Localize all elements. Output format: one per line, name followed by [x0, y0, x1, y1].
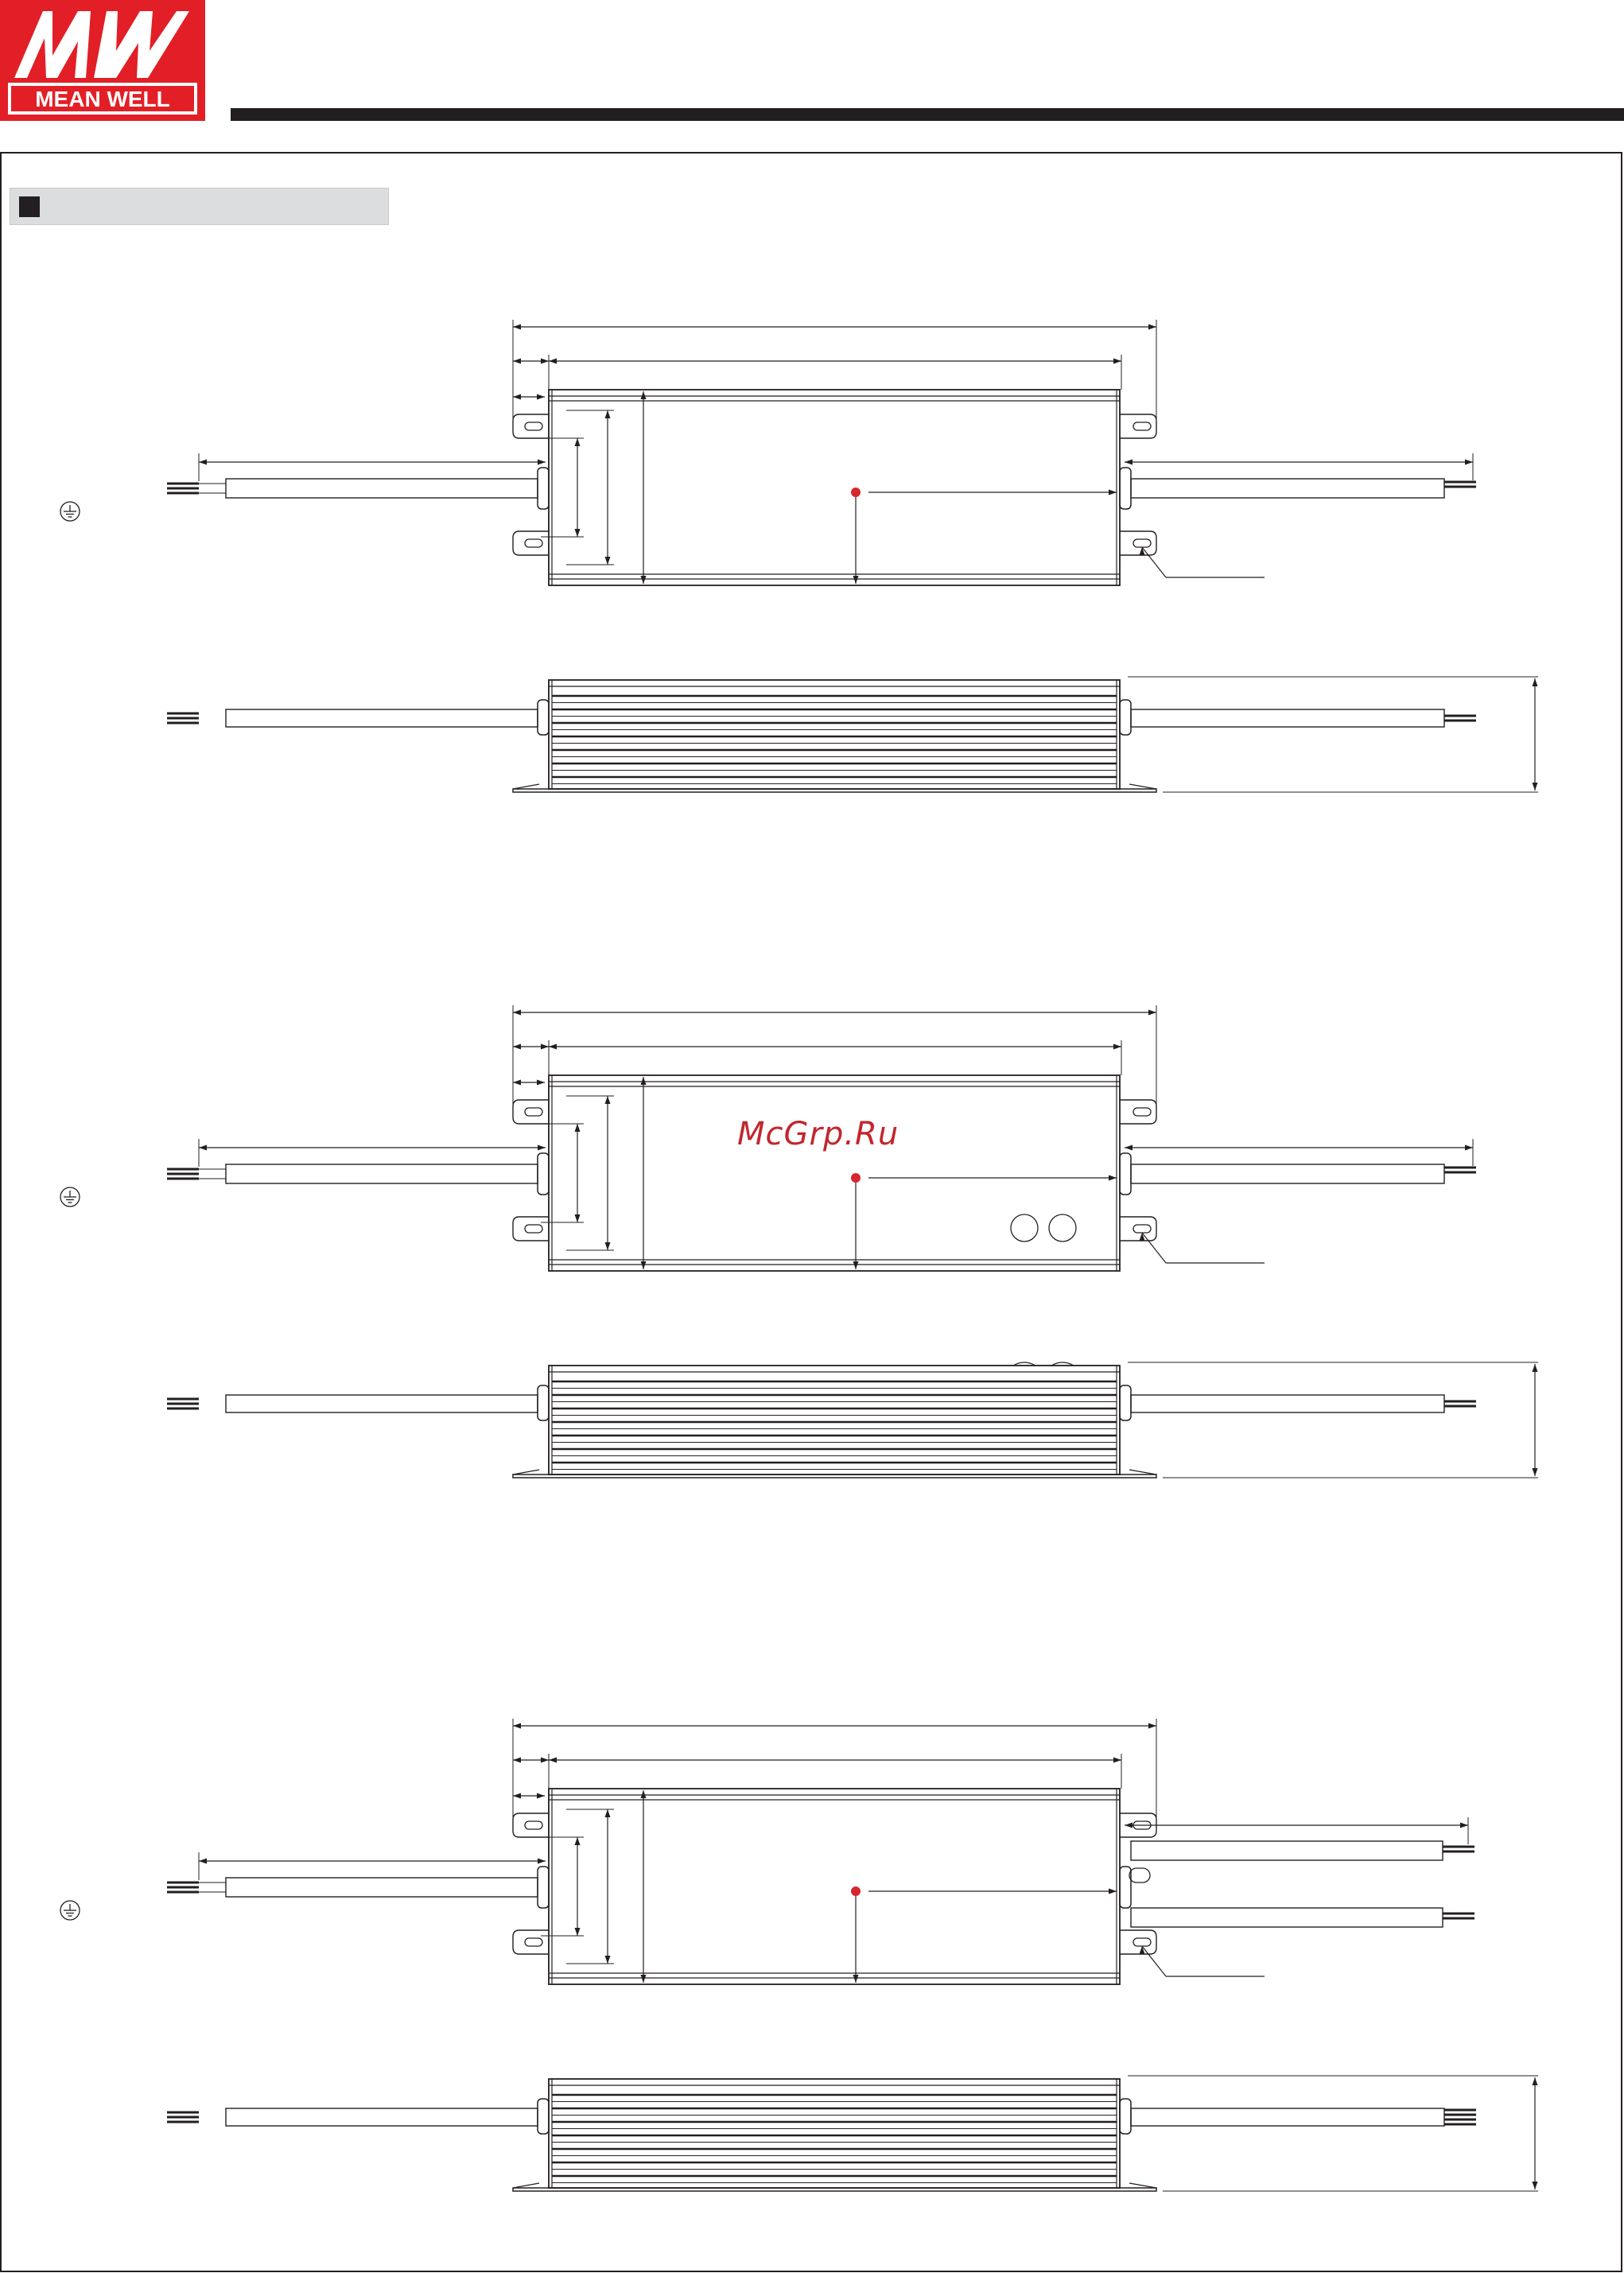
output-cable	[1131, 1164, 1444, 1183]
input-cable	[226, 1395, 538, 1412]
mounting-slot	[513, 1100, 549, 1124]
output-cable	[1131, 1395, 1444, 1412]
dimension-arrowhead	[1140, 1233, 1145, 1241]
dimension-arrowhead	[537, 394, 545, 400]
cable-gland	[538, 1153, 549, 1195]
output-cable	[1131, 479, 1444, 498]
mounting-slot	[513, 531, 549, 555]
leader-line	[1142, 1946, 1166, 1976]
dimension-arrowhead	[575, 1124, 581, 1132]
dimension-arrowhead	[641, 1261, 647, 1269]
mounting-slot-hole	[1133, 1938, 1151, 1946]
earth-ground-icon	[60, 502, 80, 521]
mounting-tab-outline	[513, 1217, 549, 1241]
dimension-arrowhead	[1113, 359, 1121, 364]
top-view-type-1	[60, 320, 1476, 585]
dimension-arrowhead	[1125, 1145, 1133, 1151]
base-plate-edge	[513, 2183, 539, 2188]
mounting-tab-outline	[513, 414, 549, 438]
dimension-arrowhead	[575, 438, 581, 446]
dimension-arrowhead	[537, 1080, 545, 1086]
dimension-arrowhead	[1533, 2182, 1538, 2189]
dimension-arrowhead	[641, 391, 647, 399]
dimension-arrowhead	[1533, 678, 1538, 686]
dimension-arrowhead	[1109, 1175, 1117, 1181]
dimension-arrowhead	[1148, 1723, 1156, 1729]
dimension-arrowhead	[1140, 547, 1145, 555]
cable-gland	[1120, 700, 1131, 735]
base-plate-edge	[1129, 2183, 1156, 2188]
dimension-arrowhead	[549, 1758, 557, 1763]
mounting-slot	[513, 414, 549, 438]
mounting-slot	[513, 1217, 549, 1241]
output-cable-1	[1131, 1841, 1443, 1860]
dimension-arrowhead	[549, 1044, 557, 1050]
cable-gland	[1120, 1385, 1131, 1420]
mounting-slot-hole	[1133, 539, 1151, 547]
tc-point-marker	[851, 488, 861, 497]
top-view-type-3	[60, 1719, 1474, 1984]
dimension-arrowhead	[1533, 1364, 1538, 1372]
watermark: McGrp.Ru	[737, 1116, 899, 1152]
logo-text: MEAN WELL	[35, 87, 170, 111]
leader-line	[1142, 1233, 1166, 1263]
mounting-tab-outline	[513, 531, 549, 555]
mounting-slot-hole	[525, 422, 542, 430]
mounting-slot-hole	[525, 1821, 542, 1829]
mounting-tab-outline	[513, 1930, 549, 1954]
dimension-arrowhead	[513, 359, 521, 364]
dimension-arrowhead	[541, 1044, 549, 1050]
dimension-arrowhead	[605, 1096, 611, 1104]
dimension-arrowhead	[1113, 1044, 1121, 1050]
dimension-arrowhead	[199, 1145, 207, 1151]
dimension-arrowhead	[199, 460, 207, 465]
tc-point-marker	[851, 1173, 861, 1183]
cable-gland	[538, 468, 549, 509]
dimension-arrowhead	[853, 1975, 859, 1983]
dimension-arrowhead	[1109, 490, 1117, 495]
mounting-tab-outline	[513, 1100, 549, 1124]
mounting-slot-hole	[1129, 1868, 1150, 1883]
mounting-slot	[513, 1813, 549, 1837]
dimension-arrowhead	[513, 324, 521, 330]
dimension-arrowhead	[605, 410, 611, 418]
tc-point-marker	[851, 1886, 861, 1896]
dimension-arrowhead	[605, 1809, 611, 1817]
cable-gland	[538, 1867, 549, 1908]
base-plate	[513, 1475, 1156, 1478]
cable-gland	[538, 1385, 549, 1420]
dimension-arrowhead	[549, 359, 557, 364]
dimension-arrowhead	[1125, 460, 1133, 465]
output-cable-2	[1131, 1908, 1443, 1927]
dimension-arrowhead	[1460, 1823, 1468, 1828]
dimension-arrowhead	[641, 576, 647, 584]
mounting-slot-hole	[525, 1225, 542, 1233]
earth-ground-icon	[60, 1901, 80, 1920]
mounting-slot-hole	[525, 539, 542, 547]
input-cable	[226, 709, 538, 727]
base-plate	[513, 2188, 1156, 2191]
cable-gland	[1120, 2099, 1131, 2134]
base-plate-edge	[1129, 784, 1156, 789]
base-plate-edge	[513, 784, 539, 789]
mounting-slot	[1120, 531, 1156, 555]
base-plate-edge	[1129, 1470, 1156, 1475]
dimension-arrowhead	[641, 1077, 647, 1085]
dimension-arrowhead	[538, 1859, 546, 1864]
dimension-arrowhead	[513, 1758, 521, 1763]
side-view-type-2	[167, 1362, 1538, 1478]
housing-top	[549, 1789, 1120, 1984]
cable-gland	[1120, 1153, 1131, 1195]
mounting-tab-outline	[513, 1813, 549, 1837]
input-cable	[226, 2108, 538, 2126]
dimension-arrowhead	[575, 1837, 581, 1845]
earth-ground-icon	[60, 1187, 80, 1206]
dimension-arrowhead	[541, 359, 549, 364]
base-plate-edge	[513, 1470, 539, 1475]
input-cable	[226, 479, 538, 498]
dimension-arrowhead	[513, 1044, 521, 1050]
dimension-arrowhead	[853, 576, 859, 584]
dimension-arrowhead	[1533, 2077, 1538, 2085]
side-view-type-3	[167, 2076, 1538, 2191]
dimension-arrowhead	[1109, 1889, 1117, 1894]
dimension-arrowhead	[605, 557, 611, 565]
dimension-arrowhead	[537, 1793, 545, 1799]
dimension-arrowhead	[1148, 324, 1156, 330]
mounting-slot-hole	[525, 1938, 542, 1946]
dimension-arrowhead	[575, 1214, 581, 1222]
dimension-arrowhead	[853, 1261, 859, 1269]
mounting-slot	[513, 1930, 549, 1954]
dimension-arrowhead	[575, 529, 581, 537]
base-plate	[513, 789, 1156, 792]
mounting-slot-hole	[1133, 1108, 1151, 1116]
dimension-arrowhead	[605, 1242, 611, 1250]
adjust-potentiometer	[1011, 1214, 1038, 1241]
dimension-arrowhead	[641, 1975, 647, 1983]
mounting-slot	[1120, 414, 1156, 438]
dimension-arrowhead	[641, 1790, 647, 1798]
mounting-slot-hole	[1133, 422, 1151, 430]
dimension-arrowhead	[538, 1145, 546, 1151]
dimension-arrowhead	[605, 1956, 611, 1964]
mounting-slot-hole	[1133, 1225, 1151, 1233]
input-cable	[226, 1878, 538, 1897]
mounting-slot-hole	[525, 1108, 542, 1116]
cable-gland	[538, 2099, 549, 2134]
adjust-potentiometer	[1049, 1214, 1076, 1241]
cable-gland	[1120, 468, 1131, 509]
dimension-arrowhead	[513, 1080, 521, 1086]
mounting-slot	[1120, 1217, 1156, 1241]
dimension-arrowhead	[1533, 783, 1538, 791]
dimension-arrowhead	[513, 1723, 521, 1729]
dimension-arrowhead	[1533, 1468, 1538, 1476]
housing-top	[549, 390, 1120, 585]
dimension-arrowhead	[1465, 1145, 1473, 1151]
dimension-arrowhead	[513, 1793, 521, 1799]
dimension-arrowhead	[538, 460, 546, 465]
dimension-arrowhead	[1465, 460, 1473, 465]
output-cable	[1131, 709, 1444, 727]
dimension-arrowhead	[541, 1758, 549, 1763]
side-view-type-1	[167, 677, 1538, 792]
dimension-arrowhead	[1148, 1010, 1156, 1016]
housing-top	[549, 1075, 1120, 1271]
cable-gland	[538, 700, 549, 735]
output-cable	[1131, 2108, 1444, 2126]
dimension-arrowhead	[513, 1010, 521, 1016]
mounting-slot	[1120, 1100, 1156, 1124]
input-cable	[226, 1164, 538, 1183]
dimension-arrowhead	[199, 1859, 207, 1864]
dimension-arrowhead	[1113, 1758, 1121, 1763]
dimension-arrowhead	[1140, 1946, 1145, 1954]
leader-line	[1142, 547, 1166, 577]
dimension-arrowhead	[513, 394, 521, 400]
dimension-arrowhead	[575, 1928, 581, 1936]
dimension-arrowhead	[1125, 1823, 1133, 1828]
mounting-slot	[1120, 1930, 1156, 1954]
